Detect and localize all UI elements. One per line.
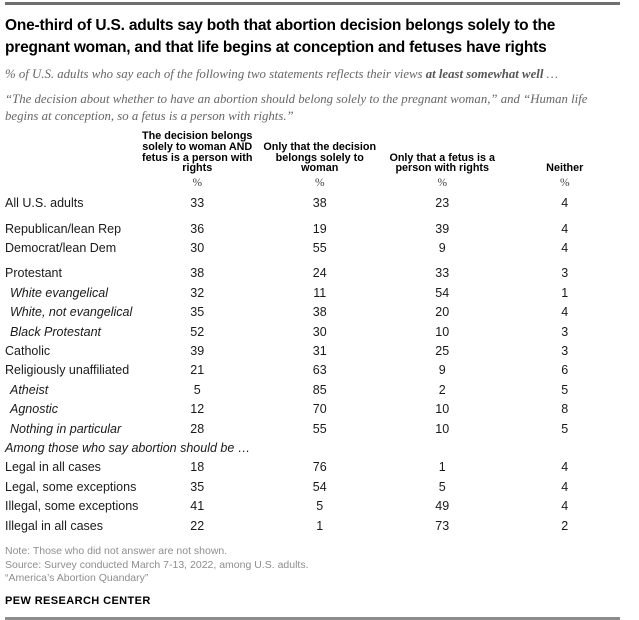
cell-value: 1 — [438, 460, 446, 475]
table-row — [5, 400, 626, 419]
row-label: Democrat/lean Dem — [5, 241, 117, 255]
cell-value: 1 — [316, 518, 324, 533]
table-row — [5, 458, 626, 477]
cell-value: 54 — [435, 285, 450, 300]
cell-value: 23 — [435, 196, 450, 211]
cell-value: 5 — [316, 499, 324, 514]
cell-value: 6 — [561, 363, 569, 378]
cell-value: 4 — [561, 499, 569, 514]
cell-value: 54 — [312, 479, 327, 494]
table-row — [5, 194, 626, 213]
cell-value: 20 — [435, 305, 450, 320]
subtitle-suffix: … — [543, 67, 558, 81]
top-rule — [5, 2, 620, 5]
cell-value: 10 — [435, 324, 450, 339]
cell-value: 55 — [312, 421, 327, 436]
cell-value: 4 — [561, 460, 569, 475]
row-label-column-spacer — [5, 177, 136, 190]
cell-value: 73 — [435, 518, 450, 533]
cell-value: 30 — [312, 324, 327, 339]
cell-value: 39 — [435, 221, 450, 236]
table-row — [5, 303, 626, 322]
cell-value: 18 — [190, 460, 205, 475]
cell-value: 70 — [312, 402, 327, 417]
cell-value: 4 — [561, 305, 569, 320]
cell-value: 3 — [561, 266, 569, 281]
row-label: Religiously unaffiliated — [5, 363, 130, 378]
cell-value: 33 — [190, 196, 205, 211]
cell-value: 5 — [561, 421, 569, 436]
row-label: Nothing in particular — [10, 421, 122, 436]
table-row — [5, 478, 626, 497]
cell-value: 11 — [313, 285, 327, 300]
cell-value: 8 — [561, 402, 569, 417]
cell-value: 36 — [190, 221, 205, 236]
bottom-rule — [5, 617, 620, 620]
percent-sign: % — [192, 177, 203, 190]
brand-label: PEW RESEARCH CENTER — [5, 594, 151, 607]
cell-value: 35 — [190, 305, 205, 320]
table-row — [5, 497, 626, 516]
cell-value: 4 — [561, 221, 569, 236]
row-label: White, not evangelical — [10, 305, 133, 320]
percent-sign: % — [437, 177, 448, 190]
cell-value: 21 — [190, 363, 205, 378]
cell-value: 2 — [561, 518, 569, 533]
cell-value: 9 — [438, 363, 446, 378]
row-label: Republican/lean Rep — [5, 221, 122, 236]
section-header-row — [5, 439, 626, 458]
cell-value: 38 — [312, 305, 327, 320]
column-header: Neither — [546, 162, 584, 175]
column-header: Only that the decision belongs solely to woman — [263, 140, 377, 175]
cell-value: 76 — [312, 460, 327, 475]
report-title: “America’s Abortion Quandary” — [5, 572, 149, 585]
row-label: Protestant — [5, 266, 62, 281]
row-label: Agnostic — [10, 402, 58, 417]
cell-value: 22 — [190, 518, 205, 533]
column-header: Only that a fetus is a person with rights — [389, 151, 496, 175]
cell-value: 39 — [190, 344, 205, 359]
row-label: Black Protestant — [10, 324, 102, 339]
table-body — [5, 194, 625, 536]
cell-value: 28 — [190, 421, 205, 436]
cell-value: 10 — [435, 402, 450, 417]
row-label: Legal, some exceptions — [5, 479, 137, 494]
table-header-row — [5, 131, 626, 174]
cell-value: 38 — [312, 196, 327, 211]
row-label: White evangelical — [10, 285, 108, 300]
cell-value: 9 — [438, 241, 446, 255]
table-row — [5, 420, 626, 439]
cell-value: 10 — [435, 421, 450, 436]
cell-value: 63 — [312, 363, 327, 378]
source-text: Source: Survey conducted March 7-13, 2022, among U.S. adults. — [5, 558, 309, 571]
subtitle-prefix: % of U.S. adults who say each of the following two statements reflects their views — [5, 67, 426, 81]
cell-value: 4 — [561, 241, 569, 255]
cell-value: 5 — [561, 382, 569, 397]
cell-value: 52 — [190, 324, 205, 339]
chart-title: One-third of U.S. adults say both that abortion decision belongs solely to the pregnant woman, and that life begins at conception and fetuses have rights — [5, 17, 556, 56]
row-label: Legal in all cases — [5, 460, 101, 475]
cell-value: 32 — [190, 285, 205, 300]
table-row — [5, 239, 626, 258]
cell-value: 5 — [438, 479, 446, 494]
section-header-label: Among those who say abortion should be … — [5, 441, 251, 456]
table-row — [5, 517, 626, 536]
cell-value: 35 — [190, 479, 205, 494]
cell-value: 30 — [190, 241, 205, 255]
cell-value: 1 — [561, 285, 569, 300]
percent-sign: % — [559, 177, 570, 190]
row-label: Catholic — [5, 344, 51, 359]
cell-value: 49 — [435, 499, 450, 514]
cell-value: 25 — [435, 344, 450, 359]
table-row — [5, 342, 626, 361]
table-row — [5, 220, 626, 239]
cell-value: 4 — [561, 479, 569, 494]
footnotes — [5, 545, 625, 586]
cell-value: 4 — [561, 196, 569, 211]
survey-quote: “The decision about whether to have an abortion should belong solely to the pregnant woman,” and “Human life begins at conception, so a fetus is a person with rights.” — [5, 92, 588, 123]
subtitle-emphasis: at least somewhat well — [425, 67, 544, 81]
cell-value: 3 — [561, 324, 569, 339]
chart-subtitle — [5, 66, 617, 82]
note-text: Note: Those who did not answer are not shown. — [5, 545, 228, 558]
table-row — [5, 284, 626, 303]
row-label: Atheist — [10, 382, 49, 397]
cell-value: 55 — [312, 241, 327, 255]
row-label: All U.S. adults — [5, 196, 84, 211]
cell-value: 24 — [312, 266, 327, 281]
percent-sign: % — [314, 177, 325, 190]
table-row — [5, 264, 626, 283]
cell-value: 12 — [190, 402, 205, 417]
row-label: Illegal, some exceptions — [5, 499, 139, 514]
cell-value: 2 — [438, 382, 446, 397]
table-row — [5, 323, 626, 342]
cell-value: 19 — [312, 221, 327, 236]
cell-value: 85 — [312, 382, 327, 397]
table-row — [5, 381, 626, 400]
column-header: The decision belongs solely to woman AND fetus is a person with rights — [142, 130, 253, 175]
cell-value: 41 — [190, 499, 205, 514]
table-row — [5, 361, 626, 380]
row-label: Illegal in all cases — [5, 518, 103, 533]
cell-value: 31 — [312, 344, 327, 359]
cell-value: 3 — [561, 344, 569, 359]
cell-value: 33 — [435, 266, 450, 281]
percent-unit-row — [5, 177, 626, 190]
cell-value: 5 — [193, 382, 201, 397]
cell-value: 38 — [190, 266, 205, 281]
